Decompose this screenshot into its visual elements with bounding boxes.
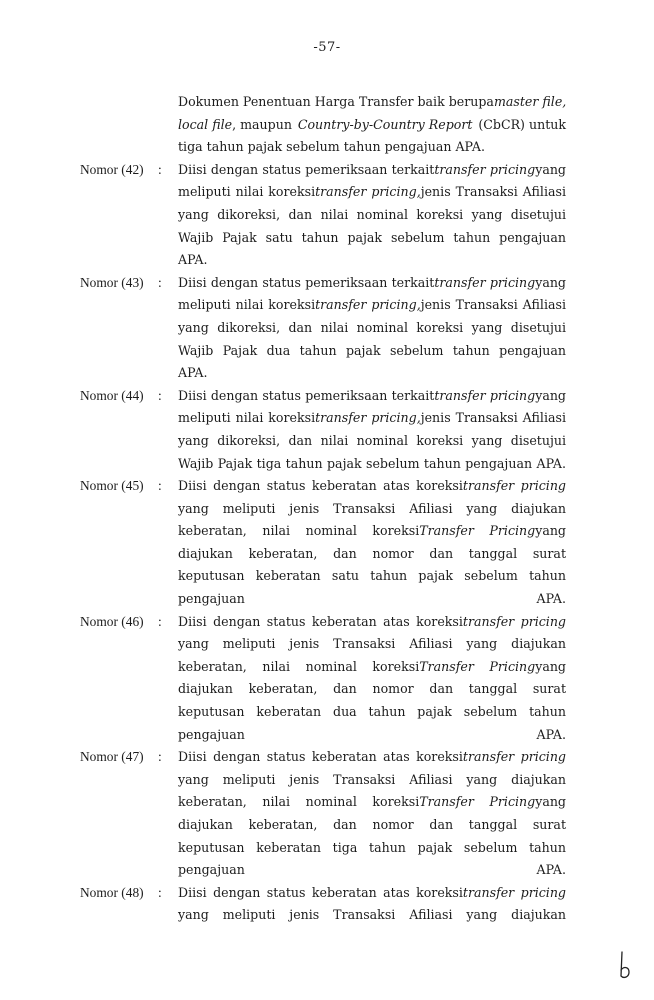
- line: yang meliputi jenis Transaksi Afiliasi yang diajukan: [178, 771, 566, 787]
- italic-term: transfer pricing: [434, 387, 536, 403]
- line: Wajib Pajak satu tahun pajak sebelum tahun pengajuan: [178, 229, 566, 245]
- line: [178, 272, 566, 295]
- entry-nomor-43: [0, 272, 654, 385]
- entry-description: [178, 746, 566, 882]
- entry-nomor-46: [0, 611, 654, 747]
- text-span: yang: [535, 387, 566, 403]
- label-colon: :: [158, 884, 162, 900]
- text-span: yang: [535, 274, 566, 290]
- italic-term: transfer pricing: [462, 613, 566, 629]
- entry-nomor-48: [0, 882, 654, 927]
- document-body: [0, 91, 654, 927]
- entry-description: [178, 272, 566, 385]
- italic-term: transfer pricing,: [315, 184, 421, 200]
- label-colon: :: [158, 161, 162, 177]
- line: [178, 294, 566, 317]
- entry-label: [0, 611, 178, 747]
- text-span: yang: [535, 794, 566, 810]
- text-span: Diisi dengan status keberatan atas koreksi: [178, 749, 463, 765]
- italic-term: transfer pricing: [462, 884, 566, 900]
- italic-term: transfer pricing: [434, 274, 536, 290]
- text-span: jenis Transaksi Afiliasi: [420, 184, 566, 200]
- label-text: Nomor (42): [80, 161, 144, 177]
- text-span: keberatan, nilai nominal koreksi: [178, 523, 420, 539]
- label-text: Nomor (48): [80, 884, 144, 900]
- line: yang meliputi jenis Transaksi Afiliasi yang diajukan: [178, 907, 566, 923]
- text-span: yang: [535, 658, 566, 674]
- italic-term: Transfer Pricing: [419, 523, 536, 539]
- entry-label: [0, 272, 178, 385]
- text-span: Dokumen Penentuan Harga Transfer baik berupa: [178, 94, 494, 109]
- line: yang meliputi jenis Transaksi Afiliasi yang diajukan: [178, 636, 566, 652]
- text-span: Diisi dengan status keberatan atas koreksi: [178, 884, 463, 900]
- text-span: Diisi dengan status keberatan atas koreksi: [178, 613, 463, 629]
- text-span: jenis Transaksi Afiliasi: [420, 297, 566, 313]
- line: keputusan keberatan dua tahun pajak sebelum tahun: [178, 704, 566, 720]
- intro-line-2: [178, 114, 566, 137]
- text-span: Diisi dengan status keberatan atas koreksi: [178, 478, 463, 494]
- text-span: , maupun: [232, 116, 292, 132]
- line: yang meliputi jenis Transaksi Afiliasi yang diajukan: [178, 500, 566, 516]
- line: yang dikoreksi, dan nilai nominal koreksi yang disetujui: [178, 206, 566, 222]
- text-span: Diisi dengan status pemeriksaan terkait: [178, 161, 435, 177]
- line: [178, 385, 566, 408]
- label-text: Nomor (47): [80, 749, 144, 765]
- line: [178, 791, 566, 814]
- line: keputusan keberatan satu tahun pajak sebelum tahun: [178, 568, 566, 584]
- line: [178, 159, 566, 182]
- text-span: meliputi nilai koreksi: [178, 184, 316, 200]
- line: pengajuan APA.: [178, 862, 566, 878]
- line: diajukan keberatan, dan nomor dan tanggal surat: [178, 817, 566, 832]
- label-text: Nomor (44): [80, 387, 144, 403]
- text-span: (CbCR) untuk: [478, 116, 566, 132]
- text-span: Diisi dengan status pemeriksaan terkait: [178, 274, 435, 290]
- entry-label: [0, 746, 178, 882]
- line: [178, 181, 566, 204]
- line: [178, 656, 566, 679]
- entry-nomor-47: [0, 746, 654, 882]
- label-text: Nomor (43): [80, 274, 144, 290]
- text-span: keberatan, nilai nominal koreksi: [178, 794, 420, 810]
- italic-term: transfer pricing: [462, 749, 566, 765]
- label-colon: :: [158, 387, 162, 403]
- text-span: meliputi nilai koreksi: [178, 297, 316, 313]
- line: pengajuan APA.: [178, 591, 566, 607]
- line: diajukan keberatan, dan nomor dan tanggal surat: [178, 545, 566, 561]
- text-span: Diisi dengan status pemeriksaan terkait: [178, 387, 435, 403]
- italic-term: transfer pricing: [462, 478, 566, 494]
- line: APA.: [178, 365, 208, 381]
- line: APA.: [178, 252, 208, 268]
- italic-term: Country-by-Country Report: [297, 116, 473, 132]
- line: [178, 475, 566, 498]
- line: pengajuan APA.: [178, 726, 566, 742]
- line: [178, 611, 566, 634]
- handwritten-initial-icon: [617, 950, 633, 982]
- intro-line-1: [178, 91, 566, 114]
- line: Wajib Pajak dua tahun pajak sebelum tahun pengajuan: [178, 342, 566, 358]
- page-number: -57-: [313, 40, 341, 55]
- label-colon: :: [158, 613, 162, 629]
- entry-description: [178, 611, 566, 747]
- entry-description: [178, 475, 566, 611]
- italic-term: master file,: [493, 94, 567, 109]
- entry-nomor-45: [0, 475, 654, 611]
- italic-term: local file: [178, 116, 233, 132]
- italic-term: Transfer Pricing: [419, 794, 536, 810]
- entry-description: [178, 882, 566, 927]
- label-colon: :: [158, 749, 162, 765]
- line: [178, 746, 566, 769]
- text-span: yang: [535, 161, 566, 177]
- entry-label: [0, 475, 178, 611]
- intro-paragraph: [178, 91, 566, 159]
- line: [178, 407, 566, 430]
- label-colon: :: [158, 478, 162, 494]
- line: yang dikoreksi, dan nilai nominal koreksi yang disetujui: [178, 432, 566, 448]
- entry-label: [0, 385, 178, 475]
- line: diajukan keberatan, dan nomor dan tanggal surat: [178, 681, 566, 697]
- text-span: keberatan, nilai nominal koreksi: [178, 658, 420, 674]
- entry-label: [0, 882, 178, 927]
- italic-term: transfer pricing: [434, 161, 536, 177]
- entry-description: [178, 159, 566, 272]
- line: [178, 520, 566, 543]
- italic-term: transfer pricing,: [315, 410, 421, 426]
- label-colon: :: [158, 274, 162, 290]
- entry-label: [0, 159, 178, 272]
- line: Wajib Pajak tiga tahun pajak sebelum tahun pengajuan APA.: [178, 455, 566, 471]
- entry-description: [178, 385, 566, 475]
- text-span: meliputi nilai koreksi: [178, 410, 316, 426]
- label-text: Nomor (46): [80, 613, 144, 629]
- text-span: jenis Transaksi Afiliasi: [420, 410, 566, 426]
- text-span: yang: [535, 523, 566, 539]
- italic-term: Transfer Pricing: [419, 658, 536, 674]
- line: keputusan keberatan tiga tahun pajak sebelum tahun: [178, 839, 566, 855]
- text-group: [178, 114, 292, 137]
- label-text: Nomor (45): [80, 478, 144, 494]
- intro-line-3: tiga tahun pajak sebelum tahun pengajuan APA.: [178, 139, 485, 155]
- entry-nomor-44: [0, 385, 654, 475]
- line: [178, 882, 566, 905]
- line: yang dikoreksi, dan nilai nominal koreksi yang disetujui: [178, 319, 566, 335]
- italic-term: transfer pricing,: [315, 297, 421, 313]
- entry-nomor-42: [0, 159, 654, 272]
